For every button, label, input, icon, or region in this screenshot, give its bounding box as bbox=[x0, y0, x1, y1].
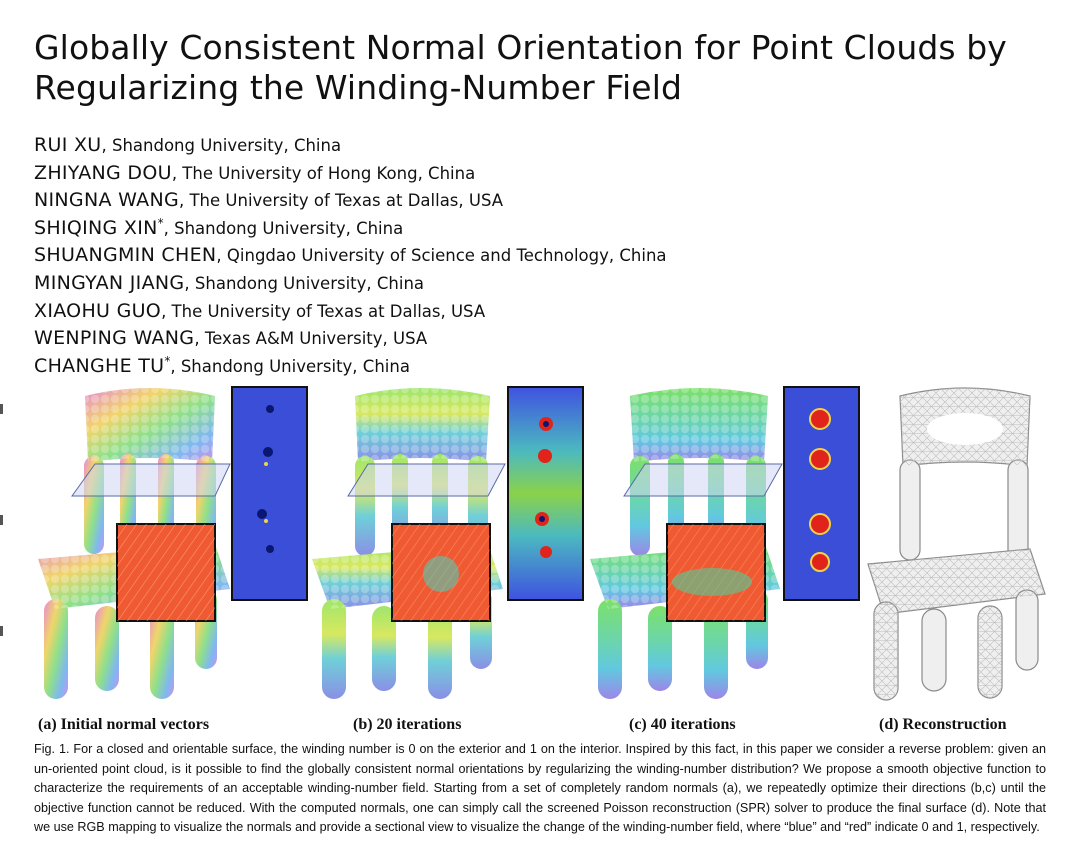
author-entry bbox=[34, 155, 1034, 183]
subfigure-captions bbox=[0, 716, 1080, 738]
author-entry bbox=[34, 348, 1034, 376]
author-affiliation: , Shandong University, China bbox=[170, 356, 410, 376]
author-entry bbox=[34, 265, 1034, 293]
author-list bbox=[34, 127, 1034, 375]
field-a bbox=[232, 387, 307, 600]
author-affiliation: , The University of Hong Kong, China bbox=[171, 163, 476, 183]
author-name: SHIQING XIN bbox=[34, 216, 158, 239]
chair-d-reconstruction bbox=[868, 388, 1045, 700]
author-entry bbox=[34, 293, 1034, 321]
caption-d: (d) Reconstruction bbox=[879, 716, 1007, 733]
paper-title: Globally Consistent Normal Orientation for Point Clouds by Regularizing the Winding-Number Field bbox=[34, 28, 1007, 107]
author-name: SHUANGMIN CHEN bbox=[34, 244, 217, 267]
author-name: WENPING WANG bbox=[34, 327, 195, 350]
corresponding-star: * bbox=[164, 353, 171, 368]
corresponding-star: * bbox=[157, 215, 164, 230]
author-entry bbox=[34, 182, 1034, 210]
author-affiliation: , Qingdao University of Science and Technology, China bbox=[216, 246, 667, 266]
figure-caption-text: Fig. 1. For a closed and orientable surface, the winding number is 0 on the exterior and 1 on the interior. Inspired by this fact, in this paper we consider a reverse problem: given an un-oriented point cloud, is it possible to find the globally consistent normal orientations by regularizing the winding-number distribution? We propose a smooth objective function to characterize the requirements of an acceptable winding-number field. Starting from a set of completely random normals (a), we repeatedly optimize their directions (b,c) until the objective function cannot be reduced. With the computed normals, one can simply call the screened Poisson reconstruction (SPR) solver to produce the final surface (d). Note that we use RGB mapping to visualize the normals and provide a sectional view to visualize the change of the winding-number field, where “blue” and “red” indicate 0 and 1, respectively. bbox=[34, 742, 1046, 835]
author-name: NINGNA WANG bbox=[34, 189, 179, 212]
author-affiliation: , Shandong University, China bbox=[101, 136, 342, 155]
chair-b bbox=[312, 388, 505, 699]
chair-c bbox=[590, 388, 782, 699]
author-affiliation: , The University of Texas at Dallas, USA bbox=[161, 301, 486, 321]
author-affiliation: , Shandong University, China bbox=[184, 273, 425, 293]
figure-panels bbox=[0, 384, 1080, 714]
caption-b: (b) 20 iterations bbox=[353, 716, 462, 733]
author-affiliation: , Texas A&M University, USA bbox=[194, 329, 428, 349]
caption-c: (c) 40 iterations bbox=[629, 716, 736, 733]
author-affiliation: , Shandong University, China bbox=[163, 218, 404, 238]
teaser-figure bbox=[0, 384, 1080, 714]
author-name: RUI XU bbox=[34, 134, 102, 156]
author-entry bbox=[34, 320, 1034, 348]
field-c bbox=[784, 387, 859, 600]
chair-a bbox=[38, 388, 230, 699]
author-name: ZHIYANG DOU bbox=[34, 161, 172, 184]
author-affiliation: , The University of Texas at Dallas, USA bbox=[178, 191, 504, 211]
author-name: CHANGHE TU bbox=[34, 354, 165, 377]
field-b bbox=[508, 387, 583, 600]
caption-a: (a) Initial normal vectors bbox=[38, 716, 210, 733]
author-entry bbox=[34, 210, 1034, 238]
author-name: XIAOHU GUO bbox=[34, 299, 162, 322]
author-entry bbox=[34, 127, 1034, 155]
author-name: MINGYAN JIANG bbox=[34, 271, 185, 294]
author-entry bbox=[34, 237, 1034, 265]
